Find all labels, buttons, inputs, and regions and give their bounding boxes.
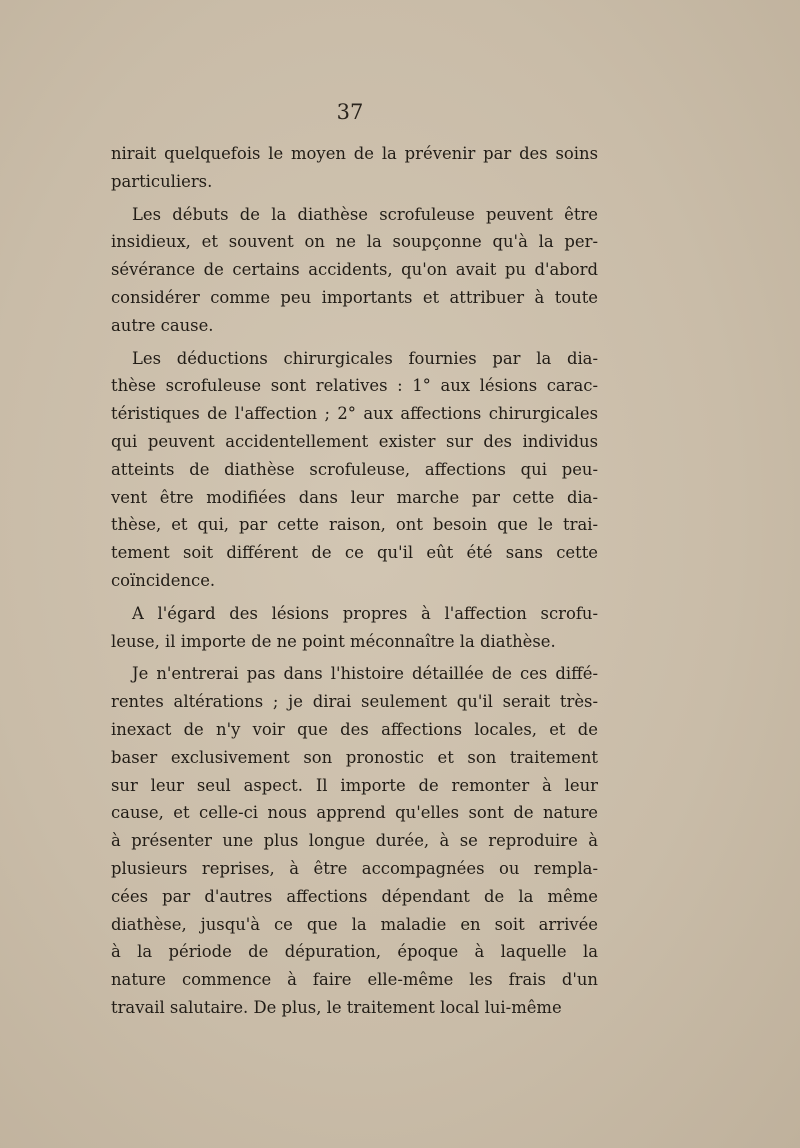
text-line: thèse scrofuleuse sont relatives : 1° aux lésions carac- [111, 376, 598, 396]
text-line: à la période de dépuration, époque à laquelle la [111, 942, 598, 962]
text-line: rentes altérations ; je dirai seulement qu'il serait très- [111, 692, 598, 712]
body-text [111, 140, 598, 1027]
text-line: insidieux, et souvent on ne la soupçonne qu'à la per- [111, 232, 598, 252]
text-line: sur leur seul aspect. Il importe de remonter à leur [111, 775, 598, 795]
text-line: travail salutaire. De plus, le traitement local lui-même [111, 997, 562, 1017]
text-line: téristiques de l'affection ; 2° aux affections chirurgicales [111, 404, 598, 424]
text-line: thèse, et qui, par cette raison, ont besoin que le trai- [111, 515, 598, 535]
text-line: Les déductions chirurgicales fournies par la dia- [132, 348, 598, 368]
text-line: Les débuts de la diathèse scrofuleuse peuvent être [132, 204, 598, 224]
text-line: tement soit différent de ce qu'il eût été sans cette [111, 543, 598, 563]
text-line: leuse, il importe de ne point méconnaître la diathèse. [111, 631, 556, 651]
text-line: nirait quelquefois le moyen de la prévenir par des soins [111, 144, 598, 163]
text-line: qui peuvent accidentellement exister sur des individus [111, 431, 598, 451]
paragraph [111, 660, 598, 1021]
text-line: considérer comme peu importants et attribuer à toute [111, 287, 598, 307]
text-line: inexact de n'y voir que des affections locales, et de [111, 719, 598, 739]
paragraph [111, 600, 598, 656]
text-line: autre cause. [111, 315, 214, 335]
text-line: coïncidence. [111, 570, 216, 590]
text-line: cées par d'autres affections dépendant de la même [111, 886, 598, 906]
paragraph [111, 201, 598, 340]
text-line: sévérance de certains accidents, qu'on avait pu d'abord [111, 260, 598, 280]
paragraph [111, 140, 598, 196]
text-line: nature commence à faire elle-même les frais d'un [111, 970, 598, 990]
text-line: baser exclusivement son pronostic et son traitement [111, 747, 598, 767]
text-line: cause, et celle-ci nous apprend qu'elles sont de nature [111, 803, 598, 823]
text-line: particuliers. [111, 171, 213, 191]
text-line: atteints de diathèse scrofuleuse, affections qui peu- [111, 459, 598, 479]
text-line: vent être modifiées dans leur marche par cette dia- [111, 487, 598, 507]
text-line: Je n'entrerai pas dans l'histoire détaillée de ces diffé- [132, 664, 598, 684]
text-line: diathèse, jusqu'à ce que la maladie en soit arrivée [111, 914, 598, 934]
text-line: plusieurs reprises, à être accompagnées ou rempla- [111, 858, 598, 878]
paragraph [111, 345, 598, 595]
text-line: A l'égard des lésions propres à l'affection scrofu- [132, 603, 598, 623]
text-line: à présenter une plus longue durée, à se reproduire à [111, 831, 598, 851]
page-number: 37 [336, 100, 364, 124]
